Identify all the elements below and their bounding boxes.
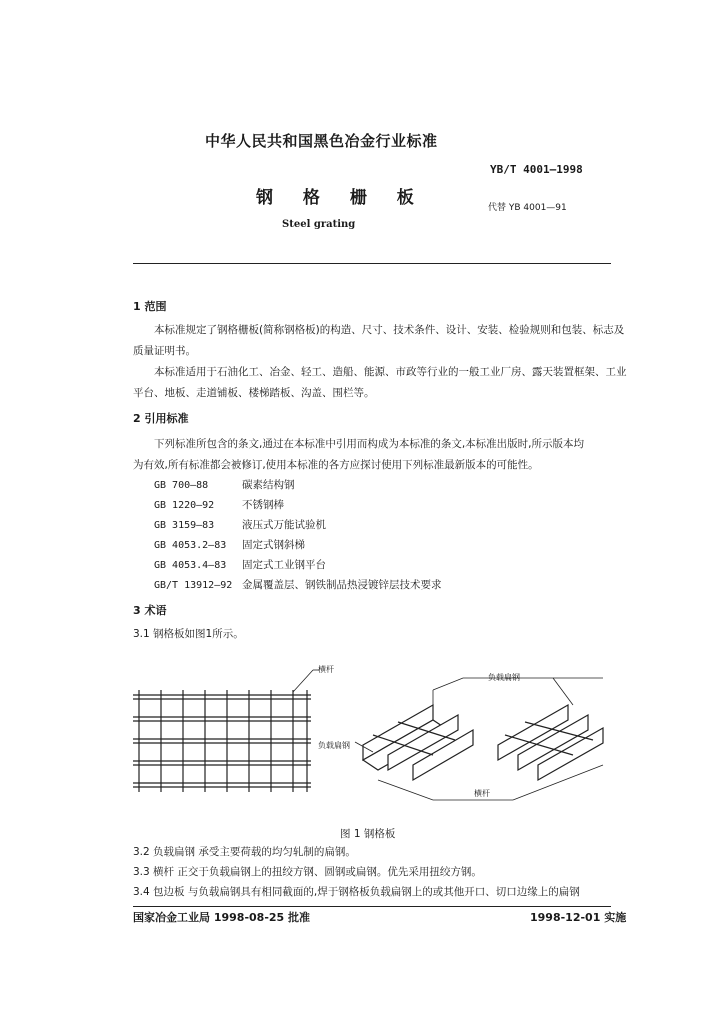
definition-3-4: 3.4 包边板 与负载扁钢具有相同截面的,焊于钢格板负载扁钢上的或其他开口、切口边缘上的扁钢 (133, 886, 580, 898)
reference-name: 固定式工业钢平台 (242, 559, 326, 571)
label-crossbar-top: 横杆 (318, 665, 334, 674)
section-1-para: 平台、地板、走道铺板、楼梯踏板、沟盖、围栏等。 (133, 387, 375, 399)
section-1-heading: 1 范围 (133, 300, 167, 313)
grating-isometric-left (363, 705, 473, 780)
definition-3-2: 3.2 负载扁钢 承受主要荷载的均匀轧制的扁钢。 (133, 846, 356, 858)
grating-isometric-right (498, 705, 603, 780)
section-2-para: 为有效,所有标准都会被修订,使用本标准的各方应探讨使用下列标准最新版本的可能性。 (133, 459, 539, 471)
document-title: 钢 格 栅 板 (256, 188, 426, 208)
section-1-para: 本标准规定了钢格栅板(简称钢格板)的构造、尺寸、技术条件、设计、安装、检验规则和包装、标志及 (154, 324, 625, 336)
section-2-heading: 2 引用标准 (133, 412, 189, 425)
label-crossbar-bottom: 横杆 (474, 789, 490, 798)
reference-item (154, 577, 442, 592)
reference-item (154, 537, 305, 552)
reference-item (154, 517, 326, 532)
standard-number: YB/T 4001—1998 (490, 163, 583, 176)
label-bearing-bar-right: 负载扁钢 (488, 673, 520, 682)
grating-plan-view (133, 690, 311, 792)
reference-name: 固定式钢斜梯 (242, 539, 305, 551)
reference-code: GB 4053.4—83 (154, 560, 227, 571)
section-1-para: 本标准适用于石油化工、冶金、轻工、造船、能源、市政等行业的一般工业厂房、露天装置框架、工业 (154, 366, 627, 378)
replaces-note: 代替 YB 4001—91 (488, 203, 567, 213)
reference-item (154, 557, 326, 572)
reference-code: GB 700—88 (154, 480, 209, 491)
effective-date: 1998-12-01 实施 (530, 911, 627, 924)
reference-item (154, 477, 295, 492)
section-1-para: 质量证明书。 (133, 345, 196, 357)
reference-item (154, 497, 284, 512)
reference-code: GB 1220—92 (154, 500, 215, 511)
header-rule (133, 263, 611, 264)
figure-caption: 图 1 钢格板 (340, 828, 396, 840)
footer-rule (133, 906, 611, 907)
reference-name: 金属覆盖层、钢铁制品热浸镀锌层技术要求 (242, 579, 442, 591)
reference-name: 液压式万能试验机 (242, 519, 326, 531)
term-3-1: 3.1 钢格板如图1所示。 (133, 628, 244, 640)
standard-category: 中华人民共和国黑色冶金行业标准 (205, 132, 438, 150)
definition-3-3: 3.3 横杆 正交于负载扁钢上的扭绞方钢、圆钢或扁钢。优先采用扭绞方钢。 (133, 866, 482, 878)
reference-code: GB 3159—83 (154, 520, 215, 531)
section-2-para: 下列标准所包含的条文,通过在本标准中引用而构成为本标准的条文,本标准出版时,所示版本均 (154, 438, 585, 450)
section-3-heading: 3 术语 (133, 604, 167, 617)
reference-name: 碳素结构钢 (242, 479, 295, 491)
approval-date: 国家冶金工业局 1998-08-25 批准 (133, 911, 311, 924)
reference-name: 不锈钢棒 (242, 499, 284, 511)
reference-code: GB/T 13912—92 (154, 580, 233, 591)
reference-code: GB 4053.2—83 (154, 540, 227, 551)
english-title: Steel grating (282, 219, 356, 230)
steel-grating-figure (133, 660, 611, 825)
label-bearing-bar-left: 负载扁钢 (318, 741, 350, 750)
